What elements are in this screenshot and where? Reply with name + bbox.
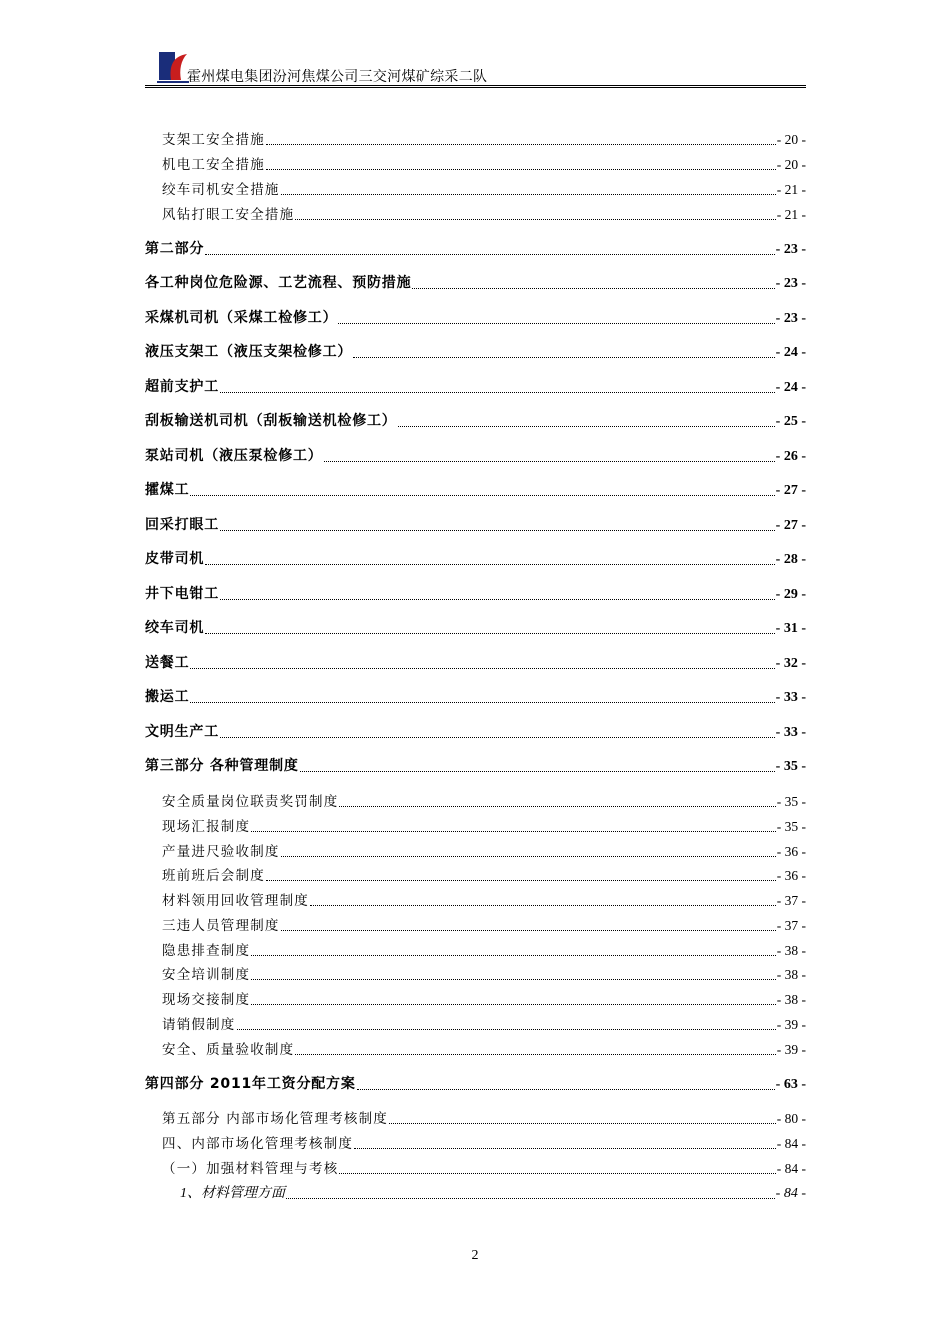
toc-entry-page: - 36 - bbox=[776, 844, 806, 859]
toc-dot-leader bbox=[281, 856, 776, 857]
toc-entry-page: - 21 - bbox=[776, 182, 806, 197]
toc-entry[interactable] bbox=[145, 1182, 806, 1202]
toc-dot-leader bbox=[205, 254, 774, 255]
toc-entry[interactable] bbox=[145, 307, 806, 327]
toc-entry-title: 四、内部市场化管理考核制度 bbox=[162, 1136, 354, 1152]
header-rule bbox=[145, 85, 806, 86]
toc-entry[interactable] bbox=[145, 341, 806, 361]
toc-entry[interactable] bbox=[145, 939, 806, 959]
toc-entry-page: - 20 - bbox=[776, 157, 806, 172]
toc-entry-title: 支架工安全措施 bbox=[162, 132, 265, 148]
toc-entry[interactable] bbox=[145, 721, 806, 741]
toc-dot-leader bbox=[398, 426, 775, 427]
toc-entry-title: 第三部分 各种管理制度 bbox=[145, 758, 299, 774]
toc-entry-page: - 35 - bbox=[776, 819, 806, 834]
header-title: 霍州煤电集团汾河焦煤公司三交河煤矿综采二队 bbox=[187, 69, 488, 85]
toc-entry-page: - 84 - bbox=[775, 1186, 806, 1201]
toc-dot-leader bbox=[220, 392, 775, 393]
toc-entry-title: 现场汇报制度 bbox=[162, 819, 251, 835]
toc-entry[interactable] bbox=[145, 914, 806, 934]
toc-entry-page: - 80 - bbox=[776, 1111, 806, 1126]
toc-entry-page: - 39 - bbox=[776, 1042, 806, 1057]
toc-entry[interactable] bbox=[145, 652, 806, 672]
toc-dot-leader bbox=[338, 323, 774, 324]
toc-dot-leader bbox=[205, 633, 774, 634]
toc-entry-title: 风钻打眼工安全措施 bbox=[162, 207, 295, 223]
toc-entry[interactable] bbox=[145, 1073, 806, 1093]
toc-entry-title: 安全培训制度 bbox=[162, 967, 251, 983]
toc-entry-page: - 25 - bbox=[775, 414, 806, 429]
toc-dot-leader bbox=[286, 1198, 775, 1199]
toc-entry[interactable] bbox=[145, 445, 806, 465]
toc-entry-title: （一）加强材料管理与考核 bbox=[162, 1161, 339, 1177]
toc-dot-leader bbox=[266, 169, 776, 170]
toc-entry[interactable] bbox=[145, 238, 806, 258]
toc-entry-title: 文明生产工 bbox=[145, 724, 219, 740]
toc-entry-page: - 35 - bbox=[775, 759, 806, 774]
toc-entry[interactable] bbox=[145, 203, 806, 223]
toc-entry[interactable] bbox=[145, 790, 806, 810]
toc-dot-leader bbox=[281, 194, 776, 195]
toc-entry[interactable] bbox=[145, 1157, 806, 1177]
toc-dot-leader bbox=[251, 831, 776, 832]
toc-entry[interactable] bbox=[145, 617, 806, 637]
toc-entry-title: 搬运工 bbox=[145, 689, 190, 705]
toc-entry-page: - 24 - bbox=[775, 380, 806, 395]
toc-entry-page: - 33 - bbox=[775, 690, 806, 705]
toc-entry-title: 机电工安全措施 bbox=[162, 157, 265, 173]
toc-entry-page: - 38 - bbox=[776, 992, 806, 1007]
toc-entry[interactable] bbox=[145, 1107, 806, 1127]
toc-dot-leader bbox=[295, 1054, 775, 1055]
toc-entry[interactable] bbox=[145, 1132, 806, 1152]
toc-entry-page: - 29 - bbox=[775, 587, 806, 602]
toc-entry-title: 攉煤工 bbox=[145, 482, 190, 498]
toc-entry[interactable] bbox=[145, 583, 806, 603]
toc-dot-leader bbox=[205, 564, 774, 565]
toc-entry-title: 各工种岗位危险源、工艺流程、预防措施 bbox=[145, 275, 412, 291]
toc-entry-page: - 37 - bbox=[776, 918, 806, 933]
toc-entry-page: - 39 - bbox=[776, 1017, 806, 1032]
company-logo bbox=[157, 50, 189, 84]
toc-dot-leader bbox=[389, 1123, 776, 1124]
toc-entry-page: - 21 - bbox=[776, 207, 806, 222]
toc-entry-page: - 32 - bbox=[775, 656, 806, 671]
toc-entry-page: - 63 - bbox=[775, 1077, 806, 1092]
toc-dot-leader bbox=[357, 1089, 775, 1090]
toc-entry-title: 回采打眼工 bbox=[145, 517, 219, 533]
toc-dot-leader bbox=[339, 1173, 775, 1174]
toc-entry-title: 安全、质量验收制度 bbox=[162, 1042, 295, 1058]
toc-entry-page: - 37 - bbox=[776, 893, 806, 908]
toc-entry-title: 第二部分 bbox=[145, 241, 205, 257]
toc-entry-title: 安全质量岗位联责奖罚制度 bbox=[162, 794, 339, 810]
toc-entry[interactable] bbox=[145, 1013, 806, 1033]
toc-entry-title: 井下电钳工 bbox=[145, 586, 219, 602]
toc-entry[interactable] bbox=[145, 755, 806, 775]
page-header bbox=[145, 48, 806, 88]
toc-entry[interactable] bbox=[145, 686, 806, 706]
toc-entry-page: - 28 - bbox=[775, 552, 806, 567]
toc-dot-leader bbox=[266, 144, 776, 145]
toc-entry-title: 请销假制度 bbox=[162, 1017, 236, 1033]
toc-entry[interactable] bbox=[145, 988, 806, 1008]
toc-dot-leader bbox=[339, 806, 775, 807]
toc-dot-leader bbox=[300, 771, 775, 772]
toc-entry-page: - 33 - bbox=[775, 725, 806, 740]
toc-entry-title: 材料领用回收管理制度 bbox=[162, 893, 309, 909]
toc-dot-leader bbox=[220, 530, 775, 531]
toc-entry-title: 采煤机司机（采煤工检修工） bbox=[145, 310, 338, 326]
toc-entry[interactable] bbox=[145, 376, 806, 396]
toc-entry-title: 刮板输送机司机（刮板输送机检修工） bbox=[145, 413, 397, 429]
toc-entry-page: - 84 - bbox=[776, 1136, 806, 1151]
toc-dot-leader bbox=[237, 1029, 776, 1030]
toc-entry-page: - 35 - bbox=[776, 794, 806, 809]
toc-entry[interactable] bbox=[145, 815, 806, 835]
toc-dot-leader bbox=[251, 979, 776, 980]
toc-entry-page: - 27 - bbox=[775, 518, 806, 533]
toc-entry[interactable] bbox=[145, 479, 806, 499]
toc-entry-title: 皮带司机 bbox=[145, 551, 205, 567]
toc-dot-leader bbox=[295, 219, 775, 220]
toc-entry-title: 班前班后会制度 bbox=[162, 868, 265, 884]
toc-entry[interactable] bbox=[145, 272, 806, 292]
toc-dot-leader bbox=[190, 702, 774, 703]
toc-entry-title: 隐患排查制度 bbox=[162, 943, 251, 959]
toc-dot-leader bbox=[412, 288, 774, 289]
toc-entry-title: 三违人员管理制度 bbox=[162, 918, 280, 934]
toc-entry-title: 第四部分 2011年工资分配方案 bbox=[145, 1076, 356, 1092]
toc-dot-leader bbox=[353, 357, 774, 358]
toc-entry-page: - 31 - bbox=[775, 621, 806, 636]
toc-entry[interactable] bbox=[145, 548, 806, 568]
toc-entry-title: 泵站司机（液压泵检修工） bbox=[145, 448, 323, 464]
toc-entry-page: - 36 - bbox=[776, 868, 806, 883]
toc-dot-leader bbox=[220, 737, 775, 738]
toc-entry-title: 产量进尺验收制度 bbox=[162, 844, 280, 860]
toc-entry-page: - 20 - bbox=[776, 132, 806, 147]
toc-entry-page: - 38 - bbox=[776, 967, 806, 982]
toc-entry-page: - 27 - bbox=[775, 483, 806, 498]
toc-entry-title: 液压支架工（液压支架检修工） bbox=[145, 344, 353, 360]
toc-dot-leader bbox=[266, 880, 776, 881]
toc-entry-page: - 38 - bbox=[776, 943, 806, 958]
toc-entry-page: - 23 - bbox=[775, 276, 806, 291]
toc-entry-page: - 23 - bbox=[775, 242, 806, 257]
toc-dot-leader bbox=[190, 495, 774, 496]
toc-entry[interactable] bbox=[145, 153, 806, 173]
toc-entry[interactable] bbox=[145, 514, 806, 534]
toc-dot-leader bbox=[354, 1148, 776, 1149]
toc-entry[interactable] bbox=[145, 864, 806, 884]
toc-entry[interactable] bbox=[145, 178, 806, 198]
toc-entry-title: 绞车司机安全措施 bbox=[162, 182, 280, 198]
toc-entry[interactable] bbox=[145, 1038, 806, 1058]
toc-entry-title: 1、材料管理方面 bbox=[180, 1186, 285, 1201]
toc-entry[interactable] bbox=[145, 128, 806, 148]
toc-entry-page: - 84 - bbox=[776, 1161, 806, 1176]
toc-dot-leader bbox=[310, 905, 776, 906]
toc-entry-title: 绞车司机 bbox=[145, 620, 205, 636]
toc-entry-page: - 24 - bbox=[775, 345, 806, 360]
toc-dot-leader bbox=[190, 668, 774, 669]
toc-entry-page: - 23 - bbox=[775, 311, 806, 326]
toc-entry[interactable] bbox=[145, 963, 806, 983]
toc-dot-leader bbox=[251, 1004, 776, 1005]
toc-dot-leader bbox=[281, 930, 776, 931]
toc-entry[interactable] bbox=[145, 410, 806, 430]
toc-entry-title: 超前支护工 bbox=[145, 379, 219, 395]
toc-entry[interactable] bbox=[145, 889, 806, 909]
toc-dot-leader bbox=[324, 461, 775, 462]
toc-entry-title: 送餐工 bbox=[145, 655, 190, 671]
toc-entry[interactable] bbox=[145, 840, 806, 860]
toc-entry-title: 第五部分 内部市场化管理考核制度 bbox=[162, 1111, 388, 1127]
toc-dot-leader bbox=[220, 599, 775, 600]
page-number: 2 bbox=[471, 1248, 479, 1263]
toc-entry-page: - 26 - bbox=[775, 449, 806, 464]
toc-dot-leader bbox=[251, 955, 776, 956]
toc-entry-title: 现场交接制度 bbox=[162, 992, 251, 1008]
header-rule-secondary bbox=[145, 87, 806, 88]
